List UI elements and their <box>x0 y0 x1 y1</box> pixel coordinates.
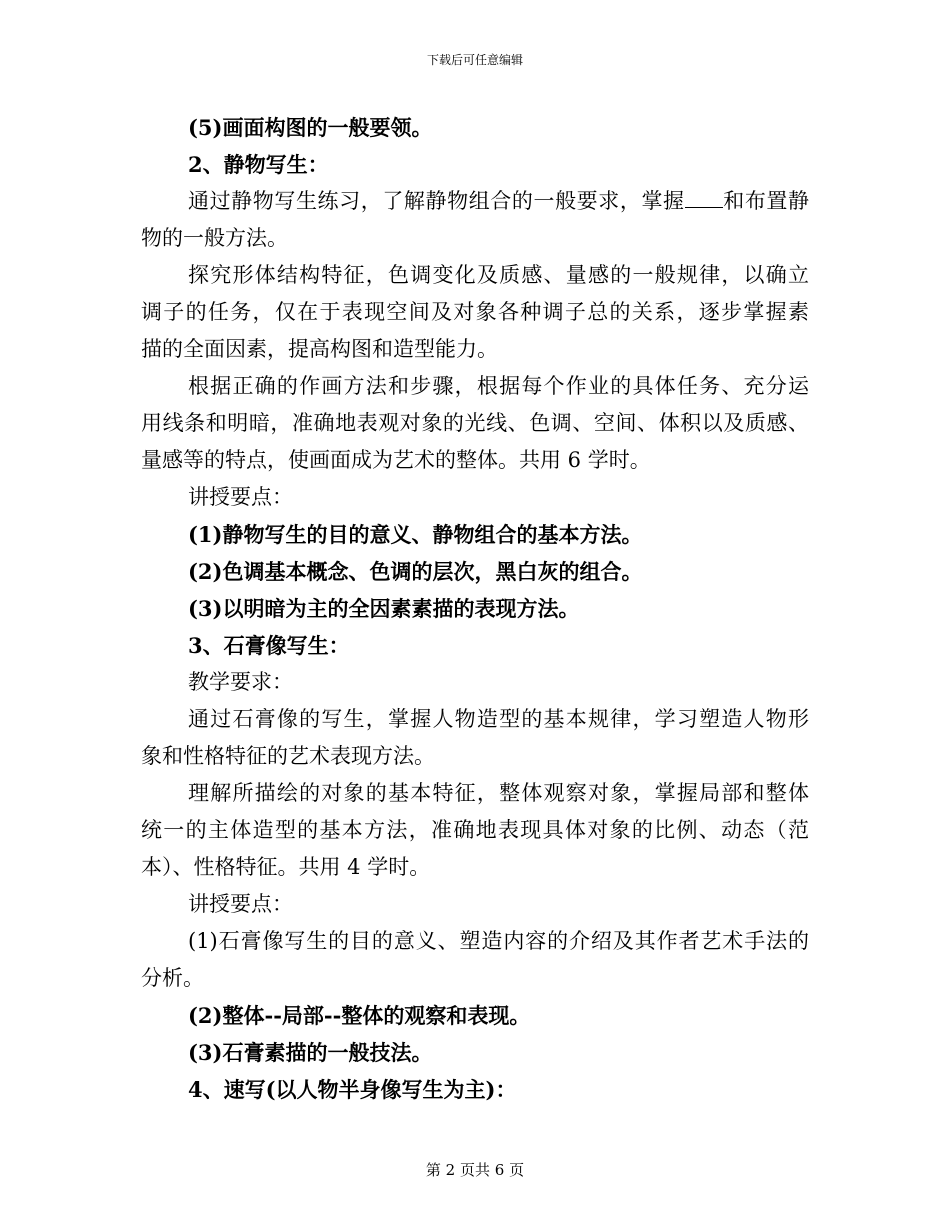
list-item-continuation: 分析。 <box>141 966 204 990</box>
paragraph-line: 量感等的特点，使画面成为艺术的整体。共用 6 学时。 <box>141 448 651 472</box>
paragraph-line: 根据正确的作画方法和步骤，根据每个作业的具体任务、充分运 <box>188 374 809 398</box>
paragraph-line: 物的一般方法。 <box>141 226 288 250</box>
paragraph-line <box>141 183 809 220</box>
section-heading: 4、速写(以人物半身像写生为主)： <box>188 1077 517 1102</box>
list-item: (3)以明暗为主的全因素素描的表现方法。 <box>188 596 580 621</box>
paragraph-line: 通过石膏像的写生，掌握人物造型的基本规律，学习塑造人物形 <box>188 707 809 731</box>
paragraph-text: 和布置静 <box>722 189 810 213</box>
list-item: (1)静物写生的目的意义、静物组合的基本方法。 <box>188 522 643 547</box>
list-item: (3)石膏素描的一般技法。 <box>188 1040 433 1065</box>
subheading: 讲授要点： <box>188 485 293 509</box>
paragraph-line: 用线条和明暗，准确地表观对象的光线、色调、空间、体积以及质感、 <box>141 411 809 435</box>
document-body <box>141 109 809 1108</box>
page-number: 第 2 页共 6 页 <box>425 1161 525 1179</box>
list-item: (5)画面构图的一般要领。 <box>188 115 433 140</box>
paragraph-line: 象和性格特征的艺术表现方法。 <box>141 744 435 768</box>
paragraph-line: 调子的任务，仅在于表现空间及对象各种调子总的关系，逐步掌握素 <box>141 300 809 324</box>
section-heading: 3、石膏像写生： <box>188 633 350 658</box>
subheading: 教学要求： <box>188 670 293 694</box>
section-heading: 2、静物写生： <box>188 152 329 177</box>
list-item: (2)色调基本概念、色调的层次，黑白灰的组合。 <box>188 559 643 584</box>
list-item: (1)石膏像写生的目的意义、塑造内容的介绍及其作者艺术手法的 <box>188 929 809 953</box>
page-header: 下载后可任意编辑 <box>426 53 523 67</box>
paragraph-text: 通过静物写生练习，了解静物组合的一般要求，掌握 <box>188 189 685 213</box>
paragraph-line: 探究形体结构特征，色调变化及质感、量感的一般规律，以确立 <box>188 263 809 287</box>
list-item: (2)整体--局部--整体的观察和表现。 <box>188 1003 531 1028</box>
paragraph-line: 本）、性格特征。共用 4 学时。 <box>141 855 431 879</box>
fill-in-blank <box>685 189 723 208</box>
paragraph-line: 理解所描绘的对象的基本特征，整体观察对象，掌握局部和整体 <box>188 781 809 805</box>
paragraph-line: 描的全面因素，提高构图和造型能力。 <box>141 337 498 361</box>
paragraph-line: 统一的主体造型的基本方法，准确地表现具体对象的比例、动态（范 <box>141 818 809 842</box>
subheading: 讲授要点： <box>188 892 293 916</box>
